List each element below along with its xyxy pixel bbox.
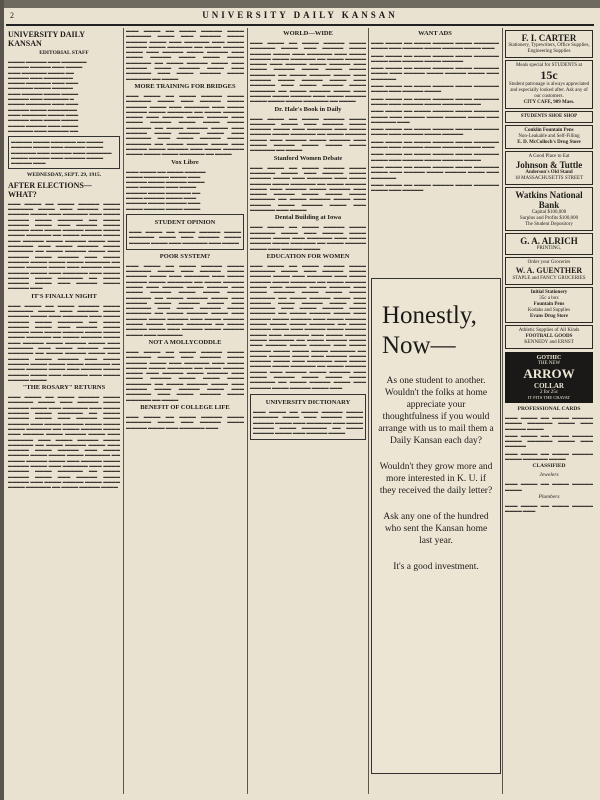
article-headline: POOR SYSTEM? bbox=[159, 252, 211, 260]
ad-arrow-collar bbox=[505, 352, 593, 403]
ad-text: Order your Groceries bbox=[527, 260, 571, 265]
ad-paragraph: It's a good investment. bbox=[393, 562, 479, 572]
column-divider bbox=[368, 28, 369, 794]
article-headline: BENEFIT OF COLLEGE LIFE bbox=[140, 403, 230, 411]
ad-kennedy-ernst bbox=[505, 325, 593, 349]
ad-text: PRINTING. bbox=[536, 246, 562, 251]
staff-listing: ▬▬▬▬ ▬▬▬▬▬ ▬▬▬ ▬▬▬▬▬▬ ▬▬▬▬▬ ▬▬▬▬▬ ▬▬▬ ▬▬▬▬ ▬▬▬ ▬▬▬▬▬▬ ▬▬▬▬ ▬▬ ▬▬▬▬▬ ▬▬▬ ▬▬▬▬▬▬▬ ▬▬▬▬ ▬▬▬▬▬▬ ▬▬▬ ▬▬▬ ▬▬▬▬▬▬ ▬▬▬▬ ▬▬▬▬▬ ▬▬▬ ▬▬▬▬▬ ▬▬▬▬ ▬▬▬▬ ▬▬▬▬▬ ▬▬▬ ▬▬▬▬▬▬ ▬ ▬▬▬▬ ▬▬▬▬▬▬ ▬▬▬ ▬▬▬ ▬▬▬▬▬ ▬▬▬▬ ▬▬▬▬▬▬▬ ▬▬▬ ▬▬▬▬▬▬ ▬▬▬▬ ▬▬▬ ▬▬▬▬▬ ▬▬▬ ▬▬▬▬ ▬▬▬▬ ▬▬▬▬ ▬▬▬▬▬ ▬▬▬ ▬▬▬▬ ▬▬▬▬▬▬ ▬▬▬ ▬▬▬▬▬ ▬▬ bbox=[8, 59, 87, 133]
ad-city-cafe bbox=[505, 60, 593, 109]
article-body: ▬▬▬ ▬▬▬▬ ▬▬ ▬▬▬▬ ▬▬▬▬▬ ▬▬▬▬ ▬▬▬▬▬▬ ▬▬▬▬ ▬▬▬ ▬▬▬▬▬ ▬▬▬▬ ▬▬▬▬▬ ▬▬▬▬ ▬▬▬ ▬▬▬▬▬▬ ▬▬▬ ▬▬▬▬ ▬▬▬▬▬ ▬▬▬▬ ▬▬▬▬▬▬ ▬▬ ▬▬▬▬ ▬▬▬▬▬ ▬▬▬▬ ▬▬▬ ▬▬▬▬▬ ▬▬▬▬ ▬▬▬▬▬ ▬▬▬ ▬▬▬▬ ▬▬▬▬▬ ▬▬▬▬ ▬▬▬▬ ▬▬▬▬ ▬▬▬▬▬▬ ▬▬ ▬▬▬▬ ▬▬▬▬▬ ▬▬▬▬ ▬▬▬ ▬▬▬▬▬ ▬▬▬▬ ▬▬▬▬▬ ▬▬▬▬ ▬▬▬ ▬▬▬▬▬▬ ▬▬▬ ▬▬▬▬ ▬▬▬▬▬ ▬▬▬▬ ▬▬▬▬▬▬ ▬▬ ▬▬▬▬ ▬▬▬▬▬ ▬▬▬▬ ▬▬▬ ▬▬▬▬▬ ▬▬▬▬ ▬▬▬▬▬ ▬▬▬ ▬▬▬▬ ▬▬▬▬▬ ▬▬▬▬ ▬▬▬▬ ▬▬▬▬ ▬▬▬▬▬▬ ▬▬ ▬▬▬▬ bbox=[126, 92, 244, 157]
article-body: ▬▬▬ ▬▬▬▬ ▬▬ ▬▬▬▬ ▬▬▬▬▬ ▬▬▬▬ ▬▬▬▬▬▬ ▬▬▬▬ ▬▬▬ ▬▬▬▬▬ ▬▬▬▬ ▬▬▬▬▬ ▬▬▬▬ ▬▬▬ ▬▬▬▬▬▬ ▬▬▬ ▬▬▬▬ ▬▬▬▬▬ ▬▬▬▬ ▬▬▬▬▬▬ ▬▬ ▬▬▬▬ ▬▬▬▬▬ ▬▬▬▬ ▬▬▬ ▬▬▬▬▬ ▬▬▬▬ ▬▬▬▬▬ ▬▬▬ ▬▬▬▬ ▬▬▬▬▬ ▬▬▬▬ ▬▬▬▬ ▬▬▬▬ ▬▬▬▬▬▬ ▬▬ ▬▬▬▬ ▬▬▬▬▬ ▬▬▬▬ ▬▬▬ ▬▬▬▬▬ ▬▬▬▬ ▬▬▬▬▬ ▬▬▬▬ ▬▬▬ ▬▬▬▬▬▬ ▬▬▬ ▬▬▬▬ ▬▬▬▬▬ ▬▬▬▬ ▬▬▬▬▬▬ ▬▬ ▬▬▬▬ ▬▬▬▬▬ ▬▬▬▬ ▬▬▬ ▬▬▬▬▬ ▬▬▬▬ ▬▬▬▬▬ ▬▬▬ ▬▬▬▬ ▬▬▬▬▬ ▬▬▬▬ ▬▬▬▬ ▬▬▬▬ ▬▬▬▬▬▬ ▬▬ ▬▬▬▬ ▬▬▬▬▬ ▬▬▬▬ ▬▬▬ ▬▬▬▬▬ ▬▬▬▬ ▬▬▬▬▬ ▬▬▬▬ ▬▬▬ ▬▬▬▬▬▬ ▬▬▬ ▬▬▬▬ ▬▬▬▬▬ ▬▬▬▬ ▬▬▬▬▬▬ ▬▬ ▬▬▬▬ ▬▬▬▬▬ ▬▬▬▬ ▬▬▬ ▬▬▬▬▬ ▬▬▬▬ ▬▬▬▬▬ ▬▬▬ ▬▬▬▬ ▬▬▬▬▬ ▬▬▬▬ ▬▬▬▬ ▬▬▬▬ ▬▬▬▬▬▬ ▬▬ ▬▬▬▬ ▬▬▬▬▬ ▬▬▬▬ ▬▬▬ ▬▬▬▬▬ ▬▬▬▬ ▬▬▬▬▬ ▬▬▬▬ ▬▬▬ ▬▬▬▬▬▬ ▬▬▬ ▬▬▬▬ ▬▬▬▬▬ ▬▬▬▬ ▬▬▬▬▬▬ ▬▬ ▬▬▬▬ ▬▬▬▬▬ ▬▬▬▬ ▬▬▬ ▬▬▬▬▬ ▬▬▬▬ ▬▬▬▬▬ ▬▬▬ ▬▬▬▬ ▬▬▬▬▬ ▬▬▬▬ ▬▬▬▬ ▬▬▬▬ ▬▬▬▬▬▬ ▬▬ ▬▬▬▬ ▬▬▬▬▬ ▬▬▬▬ ▬▬▬ ▬▬▬▬▬ ▬▬▬▬ ▬▬▬▬▬ ▬▬▬▬ ▬▬▬ bbox=[250, 262, 366, 390]
article-headline: Dr. Hale's Book in Daily bbox=[274, 105, 342, 113]
article-headline: NOT A MOLLYCODDLE bbox=[148, 338, 222, 346]
article-body: ▬▬▬ ▬▬▬▬ ▬▬ ▬▬▬▬ ▬▬▬▬▬ ▬▬▬▬ ▬▬▬▬▬▬ ▬▬▬▬ ▬▬▬ ▬▬▬▬▬ ▬▬▬▬ ▬▬▬▬▬ ▬▬▬▬ ▬▬▬ ▬▬▬▬▬▬ ▬▬▬ ▬▬▬▬ ▬▬▬▬▬ ▬▬▬▬ ▬▬▬▬▬▬ ▬▬ ▬▬▬▬ ▬▬▬▬▬ ▬▬▬▬ ▬▬▬ ▬▬▬▬▬ ▬▬▬▬ ▬▬▬▬▬ ▬▬▬ ▬▬▬▬ ▬▬▬▬▬ ▬▬▬▬ ▬▬▬▬ ▬▬▬▬ ▬▬▬▬▬▬ ▬▬ ▬▬▬▬ ▬▬▬▬▬ ▬▬▬▬ ▬▬▬ ▬▬▬▬▬ ▬▬▬▬ ▬▬▬▬▬ ▬▬▬▬ ▬▬▬ ▬▬▬▬▬▬ ▬▬▬ ▬▬▬▬ ▬▬▬▬▬ ▬▬▬▬ ▬▬▬▬▬▬ ▬▬ ▬▬▬▬ ▬▬▬▬▬ ▬▬▬▬ ▬▬▬ ▬▬▬▬▬ ▬▬▬▬ ▬▬▬▬▬ ▬▬▬ ▬▬▬▬ ▬▬▬▬▬ ▬▬▬▬ ▬▬▬▬ ▬▬▬▬ ▬▬▬▬▬▬ ▬▬ ▬▬▬▬ ▬▬▬▬▬ ▬▬▬▬ ▬▬▬ ▬▬▬▬▬ ▬▬▬▬ ▬▬▬▬▬ ▬▬▬▬ ▬▬▬ ▬▬▬▬▬▬ bbox=[126, 262, 244, 337]
article-body: ▬▬▬ ▬▬▬▬ ▬▬ ▬▬▬▬ ▬▬▬▬▬ ▬▬▬▬ ▬▬▬▬▬▬ ▬▬▬▬ ▬▬▬ ▬▬▬▬▬ ▬▬▬▬ ▬▬▬▬▬ ▬▬▬▬ ▬▬▬ ▬▬▬▬▬▬ ▬▬▬ ▬▬▬▬ ▬▬▬▬▬ ▬▬▬▬ ▬▬▬▬▬▬ ▬▬ ▬▬▬▬ ▬▬▬▬▬ ▬▬▬▬ ▬▬▬ ▬▬▬▬▬ ▬▬▬▬ ▬▬▬▬▬ ▬▬▬ ▬▬▬▬ ▬▬▬▬▬ ▬▬▬▬ ▬▬▬▬ ▬▬▬▬ ▬▬▬▬▬▬ ▬▬ ▬▬▬▬ ▬▬▬▬▬ ▬▬▬▬ ▬▬▬ ▬▬▬▬▬ ▬▬▬▬ ▬▬▬▬▬ ▬▬▬▬ ▬▬▬ ▬▬▬▬▬▬ ▬▬▬ ▬▬▬▬ ▬▬▬▬▬ ▬▬▬▬ ▬▬▬▬▬▬ ▬▬ ▬▬▬▬ ▬▬▬▬▬ ▬▬▬▬ ▬▬▬ ▬▬▬▬▬ ▬▬▬▬ ▬▬▬▬▬ ▬▬▬ ▬▬▬▬ ▬▬▬▬▬ ▬▬▬▬ ▬▬▬▬ ▬▬▬▬ ▬▬▬▬▬▬ ▬▬ ▬▬▬▬ ▬▬▬▬▬ ▬▬▬▬ ▬▬▬ ▬▬▬▬▬ ▬▬▬▬ ▬▬▬▬▬ ▬▬▬▬ ▬▬▬ ▬▬▬▬▬▬ ▬▬▬ ▬▬▬▬ ▬▬▬▬▬ ▬▬▬▬ ▬▬▬▬▬▬ ▬▬ ▬▬▬▬ ▬▬▬▬▬ ▬▬▬▬ ▬▬▬ ▬▬▬▬▬ ▬▬▬▬ ▬▬▬▬▬ ▬▬▬ ▬▬▬▬ ▬▬▬▬▬ ▬▬▬▬ ▬▬▬▬ ▬▬▬▬ ▬▬▬▬▬▬ ▬▬ ▬▬▬▬ ▬▬▬▬▬ ▬▬▬▬ bbox=[8, 394, 120, 490]
want-ad-item: ▬▬▬ ▬▬▬▬ ▬▬ ▬▬▬▬ ▬▬▬▬▬ ▬▬▬▬ ▬▬▬▬▬▬ ▬▬▬▬ ▬▬▬ ▬▬▬▬▬ ▬▬▬▬ ▬▬▬▬▬ ▬▬▬▬ bbox=[371, 151, 499, 162]
article-headline: WORLD—WIDE bbox=[283, 30, 333, 37]
ad-evans-drug bbox=[505, 287, 593, 323]
article-body: ▬▬▬ ▬▬▬▬ ▬▬ ▬▬▬▬ ▬▬▬▬▬ ▬▬▬▬ ▬▬▬▬▬▬ ▬▬▬▬ ▬▬▬ ▬▬▬▬▬ ▬▬▬▬ ▬▬▬▬▬ ▬▬▬▬ ▬▬▬ ▬▬▬▬▬▬ ▬▬▬ ▬▬▬▬ ▬▬▬▬▬ ▬▬▬▬ ▬▬▬▬▬▬ ▬▬ ▬▬▬▬ ▬▬▬▬▬ ▬▬▬▬ ▬▬▬ ▬▬▬▬▬ ▬▬▬▬ ▬▬▬▬▬ ▬▬▬ ▬▬▬▬ ▬▬▬▬▬ ▬▬▬▬ ▬▬▬▬ ▬▬▬▬ ▬▬▬▬▬▬ ▬▬ ▬▬▬▬ ▬▬▬▬▬ ▬▬▬▬ ▬▬▬ ▬▬▬▬▬ ▬▬▬▬ ▬▬▬▬▬ ▬▬▬▬ ▬▬▬ ▬▬▬▬▬▬ ▬▬▬ ▬▬▬▬ ▬▬▬▬▬ ▬▬▬▬ ▬▬▬▬▬▬ ▬▬ ▬▬▬▬ bbox=[126, 348, 244, 402]
ad-shoe-shop bbox=[505, 111, 593, 123]
classified-item: ▬▬▬ ▬▬▬▬ ▬▬ ▬▬▬▬ ▬▬▬▬▬ ▬▬▬▬ bbox=[505, 481, 593, 492]
want-ads-heading: WANT ADS bbox=[418, 30, 452, 37]
issue-date: WEDNESDAY, SEPT. 29, 1915. bbox=[26, 171, 102, 178]
ad-title: Conklin Fountain Pens bbox=[524, 128, 574, 133]
article-body: ▬▬▬ ▬▬▬▬ ▬▬ ▬▬▬▬ ▬▬▬▬▬ ▬▬▬▬ ▬▬▬▬▬▬ ▬▬▬▬ ▬▬▬ ▬▬▬▬▬ ▬▬▬▬ ▬▬▬▬▬ ▬▬▬▬ ▬▬▬ ▬▬▬▬▬▬ ▬▬▬ ▬▬▬▬ ▬▬▬▬▬ ▬▬▬▬ ▬▬▬▬▬▬ ▬▬ ▬▬▬▬ ▬▬▬▬▬ ▬▬▬▬ ▬▬▬ ▬▬▬▬▬ ▬▬▬▬ ▬▬▬▬▬ ▬▬▬ ▬▬▬▬ ▬▬▬▬▬ ▬▬▬▬ ▬▬▬▬ ▬▬▬▬ ▬▬▬▬▬▬ ▬▬ ▬▬▬▬ ▬▬▬▬▬ ▬▬▬▬ ▬▬▬ ▬▬▬▬▬ ▬▬▬▬ ▬▬▬▬▬ ▬▬▬▬ ▬▬▬ ▬▬▬▬▬▬ ▬▬▬ ▬▬▬▬ ▬▬▬▬▬ ▬▬▬▬ ▬▬▬▬▬▬ ▬▬ ▬▬▬▬ ▬▬▬▬▬ ▬▬▬▬ ▬▬▬ ▬▬▬▬▬ ▬▬▬▬ ▬▬▬▬▬ ▬▬▬ ▬▬▬▬ ▬▬▬▬▬ ▬▬▬▬ ▬▬▬▬ ▬▬▬▬ ▬▬▬▬▬▬ ▬▬ ▬▬▬▬ ▬▬▬▬▬ ▬▬▬▬ ▬▬▬ ▬▬▬▬▬ ▬▬▬▬ ▬▬▬▬▬ ▬▬▬▬ ▬▬▬ ▬▬▬▬▬▬ ▬▬▬ ▬▬▬▬ ▬▬▬▬▬ ▬▬▬▬ ▬▬▬▬▬▬ ▬▬ ▬▬▬▬ ▬▬▬▬▬ ▬▬▬▬ ▬▬▬ ▬▬▬▬▬ ▬▬▬▬ ▬▬▬▬▬ ▬▬▬ bbox=[8, 200, 120, 291]
article-body: ▬▬▬ ▬▬▬▬ ▬▬ ▬▬▬▬ ▬▬▬▬▬ ▬▬▬▬ ▬▬▬▬▬▬ ▬▬▬▬ ▬▬▬ ▬▬▬▬▬ ▬▬▬▬ ▬▬▬▬▬ ▬▬▬▬ ▬▬▬ ▬▬▬▬▬▬ ▬▬▬ ▬▬▬▬ ▬▬▬▬▬ ▬▬▬▬ ▬▬▬▬▬▬ ▬▬ ▬▬▬▬ ▬▬▬▬▬ ▬▬▬▬ ▬▬▬ ▬▬▬▬▬ ▬▬▬▬ ▬▬▬▬▬ ▬▬▬ ▬▬▬▬ ▬▬▬▬▬ ▬▬▬▬ ▬▬▬▬ ▬▬▬▬ ▬▬▬▬▬▬ ▬▬ ▬▬▬▬ ▬▬▬▬▬ ▬▬▬▬ ▬▬▬ ▬▬▬▬▬ ▬▬▬▬ ▬▬▬▬▬ ▬▬▬▬ ▬▬▬ ▬▬▬▬▬▬ ▬▬▬ ▬▬▬▬ ▬▬▬▬▬ ▬▬▬▬ ▬▬▬▬▬▬ ▬▬ ▬▬▬▬ ▬▬▬▬▬ ▬▬▬▬ ▬▬▬ ▬▬▬▬▬ ▬▬▬▬ ▬▬▬▬▬ ▬▬▬ ▬▬▬▬ ▬▬▬▬▬ ▬▬▬▬ ▬▬▬▬ ▬▬▬▬ ▬▬▬▬▬▬ ▬▬ ▬▬▬▬ bbox=[250, 40, 366, 104]
ad-title: G. A. ALRICH bbox=[520, 236, 578, 246]
want-ad-item: ▬▬▬ ▬▬▬▬ ▬▬ ▬▬▬▬ ▬▬▬▬▬ ▬▬▬▬ ▬▬▬▬▬▬ ▬▬▬▬ ▬▬▬ ▬▬▬▬▬ ▬▬▬▬ ▬▬▬▬▬ ▬▬▬▬ ▬▬▬ ▬▬▬▬▬▬ ▬▬▬ bbox=[371, 108, 499, 124]
article-headline: MORE TRAINING FOR BRIDGES bbox=[134, 82, 236, 90]
student-opinion-box bbox=[126, 214, 244, 250]
ad-text: Surplus and Profits $100,000 bbox=[519, 216, 579, 221]
want-ad-item: ▬▬▬ ▬▬▬▬ ▬▬ ▬▬▬▬ ▬▬▬▬▬ ▬▬▬▬ ▬▬▬▬▬▬ ▬▬▬▬ ▬▬▬ ▬▬▬▬▬ ▬▬▬▬ ▬▬▬▬▬ bbox=[371, 126, 499, 137]
ad-text: The Student Depository bbox=[525, 222, 573, 227]
article-body: ▬▬▬ ▬▬▬▬ ▬▬ ▬▬▬▬ ▬▬▬▬▬ ▬▬▬▬ ▬▬▬▬▬▬ ▬▬▬▬ ▬▬▬ ▬▬▬▬▬ ▬▬▬▬ ▬▬▬▬▬ ▬▬▬▬ ▬▬▬ ▬▬▬▬▬▬ ▬▬▬ ▬▬▬▬ ▬▬▬▬▬ ▬▬▬▬ ▬▬▬▬▬▬ ▬▬ ▬▬▬▬ ▬▬▬▬▬ ▬▬▬▬ ▬▬▬ ▬▬▬▬▬ ▬▬▬▬ ▬▬▬▬▬ ▬▬▬ ▬▬▬▬ ▬▬▬▬▬ ▬▬▬▬ ▬▬▬▬ ▬▬▬▬ ▬▬▬▬▬▬ ▬▬ ▬▬▬▬ ▬▬▬▬▬ ▬▬▬▬ ▬▬▬ ▬▬▬▬▬ ▬▬▬▬ ▬▬▬▬▬ ▬▬▬▬ ▬▬▬ ▬▬▬▬▬▬ ▬▬▬ ▬▬▬▬ ▬▬▬▬▬ ▬▬▬▬ ▬▬▬▬▬▬ ▬▬ ▬▬▬▬ ▬▬▬▬▬ ▬▬▬▬ ▬▬▬ ▬▬▬▬▬ ▬▬▬▬ ▬▬▬▬▬ ▬▬▬ ▬▬▬▬ ▬▬▬▬▬ ▬▬▬▬ ▬▬▬▬ ▬▬▬▬ ▬▬▬▬▬▬ ▬▬ ▬▬▬▬ ▬▬▬▬▬ ▬▬▬▬ ▬▬▬ ▬▬▬▬▬ ▬▬▬▬ ▬▬▬▬▬ ▬▬▬▬ ▬▬▬ ▬▬▬▬▬▬ ▬▬▬ ▬▬▬▬ ▬▬▬▬▬ ▬▬▬▬ bbox=[8, 302, 120, 382]
section-subheading: Plumbers bbox=[538, 493, 560, 500]
ad-text: Anderson's Old Stand bbox=[525, 170, 573, 175]
ad-text: Fountain Pens bbox=[533, 302, 565, 307]
ad-text: THE NEW bbox=[537, 361, 561, 366]
classified-item: ▬▬▬ ▬▬▬▬ ▬▬ ▬▬▬▬ ▬▬▬▬▬ ▬▬▬▬ ▬▬▬ bbox=[505, 502, 593, 514]
ad-title: Johnson & Tuttle bbox=[515, 160, 583, 170]
article-headline: STUDENT OPINION bbox=[154, 218, 216, 226]
ad-paragraph: Ask any one of the hundred who sent the Kansan home last year. bbox=[383, 512, 489, 546]
paper-nameplate: UNIVERSITY DAILY KANSAN bbox=[8, 30, 85, 48]
ad-price: 15c bbox=[540, 68, 558, 82]
column-news bbox=[250, 28, 366, 794]
column-divider bbox=[502, 28, 503, 794]
ad-text: FOOTBALL GOODS bbox=[525, 334, 573, 339]
article-body: ▬▬▬ ▬▬▬▬ ▬▬ ▬▬▬▬ ▬▬▬▬▬ ▬▬▬▬ ▬▬▬▬▬▬ ▬▬▬▬ ▬▬▬ ▬▬▬▬▬ ▬▬▬▬ ▬▬▬▬▬ ▬▬▬▬ ▬▬▬ ▬▬▬▬▬▬ ▬▬▬ ▬▬▬▬ ▬▬▬▬▬ ▬▬▬▬ ▬▬▬▬▬▬ ▬▬ ▬▬▬▬ ▬▬▬▬▬ ▬▬▬▬ ▬▬▬ ▬▬▬▬▬ ▬▬▬▬ bbox=[250, 224, 366, 251]
subscription-box: ▬▬▬▬▬ ▬▬▬▬ ▬▬▬▬▬▬ ▬▬ ▬▬▬▬ ▬▬▬▬▬ ▬▬▬▬ ▬▬▬ ▬▬▬▬▬ ▬▬▬▬ ▬▬▬▬▬▬ ▬▬▬ ▬▬▬▬▬ ▬▬▬ ▬▬▬▬▬▬ ▬▬▬▬ ▬▬▬▬▬ ▬▬▬ ▬▬▬▬▬ ▬▬▬▬ ▬▬▬▬▬ ▬▬▬ bbox=[8, 136, 120, 168]
masthead-title: UNIVERSITY DAILY KANSAN bbox=[202, 10, 398, 20]
want-ad-item: ▬▬▬ ▬▬▬▬ ▬▬ ▬▬▬▬ ▬▬▬▬▬ ▬▬▬▬ ▬▬▬▬▬▬ ▬▬▬▬ ▬▬▬ ▬▬▬▬▬ ▬▬▬▬ ▬▬▬▬▬ ▬▬▬▬ bbox=[371, 95, 499, 106]
ad-title: F. I. CARTER bbox=[521, 33, 577, 43]
ad-text: Capital $100,000 bbox=[531, 210, 567, 215]
column-display-ads bbox=[505, 28, 593, 794]
article-headline: AFTER ELECTIONS—WHAT? bbox=[8, 180, 92, 199]
ad-text: STAPLE and FANCY GROCERIES bbox=[512, 276, 586, 281]
ad-conklin bbox=[505, 125, 593, 149]
want-ad-item: ▬▬▬ ▬▬▬▬ ▬▬ ▬▬▬▬ ▬▬▬▬▬ ▬▬▬▬ ▬▬▬▬▬▬ ▬▬▬▬ ▬▬▬ ▬▬▬▬▬ ▬▬▬▬ ▬▬▬▬▬ ▬▬▬▬ ▬▬▬ ▬▬▬▬▬▬ bbox=[371, 65, 499, 81]
want-ad-item: ▬▬▬ ▬▬▬▬ ▬▬ ▬▬▬▬ ▬▬▬▬▬ ▬▬▬▬ ▬▬▬▬▬▬ ▬▬▬▬ ▬▬▬ ▬▬▬▬▬ ▬▬▬▬ ▬▬▬▬▬ ▬▬▬▬ ▬▬▬ bbox=[371, 138, 499, 150]
ad-headline: Honestly, Now— bbox=[382, 302, 477, 359]
article-headline: EDUCATION FOR WOMEN bbox=[266, 252, 350, 260]
ad-title: Watkins National Bank bbox=[515, 190, 583, 210]
ad-title: STUDENTS SHOE SHOP bbox=[520, 114, 578, 119]
ad-title: ARROW bbox=[523, 366, 575, 381]
article-body: ▬▬▬ ▬▬▬▬ ▬▬ ▬▬▬▬ ▬▬▬▬▬ ▬▬▬▬ ▬▬▬▬▬▬ ▬▬▬▬ ▬▬▬ ▬▬▬▬▬ ▬▬▬▬ ▬▬▬▬▬ ▬▬▬▬ ▬▬▬ ▬▬▬▬▬▬ ▬▬▬ ▬▬▬▬ ▬▬▬▬▬ ▬▬▬▬ ▬▬▬▬▬▬ ▬▬ ▬▬▬▬ ▬▬▬▬▬ ▬▬▬▬ ▬▬▬ ▬▬▬▬▬ ▬▬▬▬ ▬▬▬▬▬ ▬▬▬ ▬▬▬▬ ▬▬▬▬▬ ▬▬▬▬ ▬▬▬▬ ▬▬▬▬ ▬▬▬▬▬▬ ▬▬ ▬▬▬▬ bbox=[250, 115, 366, 153]
masthead-rule bbox=[6, 24, 594, 26]
ad-text: COLLAR bbox=[534, 382, 564, 390]
kansan-subscription-ad bbox=[371, 278, 501, 774]
section-subheading: Jewelers bbox=[539, 472, 559, 479]
column-editorial bbox=[8, 28, 120, 794]
ad-text: CITY CAFE, 909 Mass. bbox=[523, 100, 575, 105]
ad-title: W. A. GUENTHER bbox=[515, 266, 583, 275]
ad-paragraph: Wouldn't they grow more and more interested in K. U. if they received the daily letter? bbox=[379, 462, 493, 496]
ad-title: Evans Drug Store bbox=[530, 314, 568, 319]
professional-card: ▬▬▬ ▬▬▬▬ ▬▬ ▬▬▬▬ ▬▬▬▬▬ ▬▬▬▬ ▬▬▬▬▬▬ ▬▬▬▬ ▬▬▬ ▬▬▬▬▬ bbox=[505, 432, 593, 449]
want-ad-item: ▬▬▬ ▬▬▬▬ ▬▬ ▬▬▬▬ ▬▬▬▬▬ ▬▬▬▬ ▬▬▬▬▬▬ ▬▬▬▬ ▬▬▬ ▬▬▬▬▬ ▬▬▬▬ ▬▬▬▬▬ ▬▬▬▬ ▬▬▬ bbox=[371, 40, 499, 51]
ad-guenther bbox=[505, 257, 593, 285]
article-headline: Stanford Women Debate bbox=[273, 154, 343, 162]
ad-text: A Good Place to Eat bbox=[528, 154, 570, 159]
article-body: ▬▬▬ ▬▬▬▬ ▬▬ ▬▬▬▬ ▬▬▬▬▬ ▬▬▬▬ ▬▬▬▬▬▬ ▬▬▬▬ ▬▬▬ ▬▬▬▬▬ ▬▬▬▬ ▬▬▬▬▬ ▬▬▬▬ ▬▬▬ ▬▬▬▬▬▬ ▬▬▬ ▬▬▬▬ ▬▬▬▬▬ ▬▬▬▬ ▬▬▬▬▬▬ ▬▬ ▬▬▬▬ ▬▬▬▬▬ ▬▬▬▬ ▬▬▬ ▬▬▬▬▬ ▬▬▬▬ ▬▬▬▬▬ ▬▬▬ ▬▬▬▬ ▬▬▬▬▬ ▬▬▬▬ ▬▬▬▬ ▬▬▬▬ ▬▬▬▬▬▬ ▬▬ ▬▬▬▬ ▬▬▬▬▬ ▬▬▬▬ ▬▬▬ ▬▬▬▬▬ ▬▬▬▬ ▬▬▬▬▬ ▬▬▬▬ ▬▬▬ ▬▬▬▬▬▬ ▬▬▬ ▬▬▬▬ ▬▬▬▬▬ ▬▬▬▬ ▬▬▬▬▬▬ ▬▬ ▬▬▬▬ bbox=[126, 28, 244, 81]
section-heading: PROFESSIONAL CARDS bbox=[517, 406, 581, 412]
ad-text: IT FITS THE CRAVAT bbox=[527, 395, 571, 400]
ad-text: Student patronage is always appreciated and especially looked after. Ask any of our customers. bbox=[508, 82, 590, 99]
want-ad-item: ▬▬▬ ▬▬▬▬ ▬▬ ▬▬▬▬ ▬▬▬▬▬ ▬▬▬▬ ▬▬▬▬▬▬ ▬▬▬▬ ▬▬▬ ▬▬▬▬▬ ▬▬▬▬ ▬▬▬▬▬ ▬▬▬▬ ▬▬▬ ▬▬▬▬▬▬ bbox=[371, 163, 499, 180]
ad-text: Kodaks and Supplies bbox=[527, 308, 571, 313]
ad-watkins-bank bbox=[505, 187, 593, 231]
ad-text: Athletic Supplies of All Kinds bbox=[518, 328, 580, 333]
ad-johnson-tuttle bbox=[505, 151, 593, 185]
ad-text: Stationery, Typewriters, Office Supplies, Engineering Supplies bbox=[508, 43, 590, 54]
ad-carter bbox=[505, 30, 593, 58]
ad-text: E. D. McColloch's Drug Store bbox=[517, 140, 581, 145]
ad-text: 18 MASSACHUSETTS STREET bbox=[514, 176, 584, 181]
ad-paragraph: As one student to another. Wouldn't the folks at home appreciate your thoughtfulness if you would arrange with us to mail them a Daily Kansan each day? bbox=[378, 376, 494, 446]
professional-card: ▬▬▬ ▬▬▬▬ ▬▬ ▬▬▬▬ ▬▬▬▬▬ ▬▬▬▬ ▬▬▬▬▬▬ ▬▬▬▬ ▬▬▬ ▬▬▬▬▬ ▬▬▬▬ bbox=[505, 415, 593, 431]
poem-body: ▬▬▬ ▬▬▬▬ ▬▬ ▬▬▬▬ ▬▬▬▬▬ ▬▬▬▬ ▬▬▬▬▬▬ ▬▬▬▬ ▬▬▬ ▬▬▬▬▬ ▬▬▬▬ ▬▬▬▬▬ ▬▬▬▬ ▬▬▬ ▬▬▬▬▬▬ ▬▬▬ ▬▬▬▬ ▬▬▬▬▬ ▬▬▬▬ ▬▬▬▬▬▬ ▬▬ ▬▬▬▬ ▬▬▬▬▬ ▬▬▬▬ ▬▬▬ ▬▬▬▬▬ ▬▬▬▬ ▬▬▬▬▬ ▬▬▬ ▬▬▬▬ ▬▬▬▬▬ ▬▬▬▬ ▬▬▬▬ bbox=[126, 168, 206, 211]
want-ad-item: ▬▬▬ ▬▬▬▬ ▬▬ ▬▬▬▬ ▬▬▬▬▬ ▬▬▬▬ ▬▬▬▬▬▬ ▬▬▬▬ ▬▬▬ ▬▬▬▬▬ ▬▬▬▬ bbox=[371, 83, 499, 94]
article-headline: UNIVERSITY DICTIONARY bbox=[265, 398, 351, 406]
ad-text: 2 for 25c bbox=[539, 390, 559, 395]
staff-heading: EDITORIAL STAFF bbox=[39, 50, 89, 56]
scan-border-top bbox=[0, 0, 600, 8]
section-heading: CLASSIFIED bbox=[532, 463, 566, 470]
article-headline: IT'S FINALLY NIGHT bbox=[31, 292, 97, 300]
want-ad-item: ▬▬▬ ▬▬▬▬ ▬▬ ▬▬▬▬ ▬▬▬▬▬ ▬▬▬▬ ▬▬▬▬▬▬ ▬▬▬▬ ▬▬▬ ▬▬▬▬▬ ▬▬▬▬ ▬▬▬▬▬ bbox=[371, 52, 499, 63]
ad-title: KENNEDY and ERNST bbox=[524, 340, 574, 345]
ad-text: Non-Leakable and Self-Filling bbox=[518, 134, 580, 139]
ad-text: 35c a box bbox=[539, 296, 559, 301]
article-headline: "THE ROSARY" RETURNS bbox=[22, 384, 106, 392]
column-divider bbox=[123, 28, 124, 794]
column-want-ads bbox=[371, 28, 499, 272]
column-opinion bbox=[126, 28, 244, 794]
professional-card: ▬▬▬ ▬▬▬▬ ▬▬ ▬▬▬▬ ▬▬▬▬▬ ▬▬▬▬ ▬▬▬▬▬▬ ▬▬▬▬ bbox=[505, 450, 593, 462]
ad-alrich bbox=[505, 233, 593, 255]
article-body: ▬▬▬ ▬▬▬▬ ▬▬ ▬▬▬▬ ▬▬▬▬▬ ▬▬▬▬ ▬▬▬▬▬▬ ▬▬▬▬ ▬▬▬ ▬▬▬▬▬ ▬▬▬▬ ▬▬▬▬▬ ▬▬▬▬ ▬▬▬ ▬▬▬▬▬▬ ▬▬▬ bbox=[126, 413, 244, 430]
ad-text: Initial Stationery bbox=[530, 290, 568, 295]
ad-text: Meals special for STUDENTS at bbox=[515, 63, 583, 68]
university-dictionary-box bbox=[250, 394, 366, 440]
article-body: ▬▬▬ ▬▬▬▬ ▬▬ ▬▬▬▬ ▬▬▬▬▬ ▬▬▬▬ ▬▬▬▬▬▬ ▬▬▬▬ ▬▬▬ ▬▬▬▬▬ ▬▬▬▬ ▬▬▬▬▬ ▬▬▬▬ ▬▬▬ ▬▬▬▬▬▬ ▬▬▬ ▬▬▬▬ ▬▬▬▬▬ ▬▬▬▬ ▬▬▬▬▬▬ ▬▬ ▬▬▬▬ ▬▬▬▬▬ ▬▬▬▬ ▬▬▬ ▬▬▬▬▬ ▬▬▬▬ bbox=[253, 408, 363, 436]
want-ad-item: ▬▬▬ ▬▬▬▬ ▬▬ ▬▬▬▬ ▬▬▬▬▬ ▬▬▬▬ ▬▬▬▬▬▬ ▬▬▬▬ ▬▬▬ ▬▬▬▬▬ bbox=[371, 181, 499, 193]
column-divider bbox=[247, 28, 248, 794]
article-body: ▬▬▬ ▬▬▬▬ ▬▬ ▬▬▬▬ ▬▬▬▬▬ ▬▬▬▬ ▬▬▬▬▬▬ ▬▬▬▬ ▬▬▬ ▬▬▬▬▬ ▬▬▬▬ ▬▬▬▬▬ ▬▬▬▬ ▬▬▬ ▬▬▬▬▬▬ ▬▬▬ ▬▬▬▬ bbox=[129, 228, 241, 245]
scan-border-left bbox=[0, 0, 4, 800]
article-headline: Vox Libre bbox=[171, 158, 199, 166]
article-headline: Dental Building at Iowa bbox=[274, 214, 342, 222]
article-body: ▬▬▬ ▬▬▬▬ ▬▬ ▬▬▬▬ ▬▬▬▬▬ ▬▬▬▬ ▬▬▬▬▬▬ ▬▬▬▬ ▬▬▬ ▬▬▬▬▬ ▬▬▬▬ ▬▬▬▬▬ ▬▬▬▬ ▬▬▬ ▬▬▬▬▬▬ ▬▬▬ ▬▬▬▬ ▬▬▬▬▬ ▬▬▬▬ ▬▬▬▬▬▬ ▬▬ ▬▬▬▬ ▬▬▬▬▬ ▬▬▬▬ ▬▬▬ ▬▬▬▬▬ ▬▬▬▬ ▬▬▬▬▬ ▬▬▬ ▬▬▬▬ ▬▬▬▬▬ ▬▬▬▬ ▬▬▬▬ ▬▬▬▬ ▬▬▬▬▬▬ ▬▬ ▬▬▬▬ ▬▬▬▬▬ ▬▬▬▬ ▬▬▬ ▬▬▬▬▬ ▬▬▬▬ ▬▬▬▬▬ ▬▬▬▬ ▬▬▬ ▬▬▬▬▬▬ ▬▬▬ ▬▬▬▬ bbox=[250, 164, 366, 213]
ad-text: GOTHIC bbox=[536, 355, 562, 361]
page-number: 2 bbox=[10, 11, 14, 20]
